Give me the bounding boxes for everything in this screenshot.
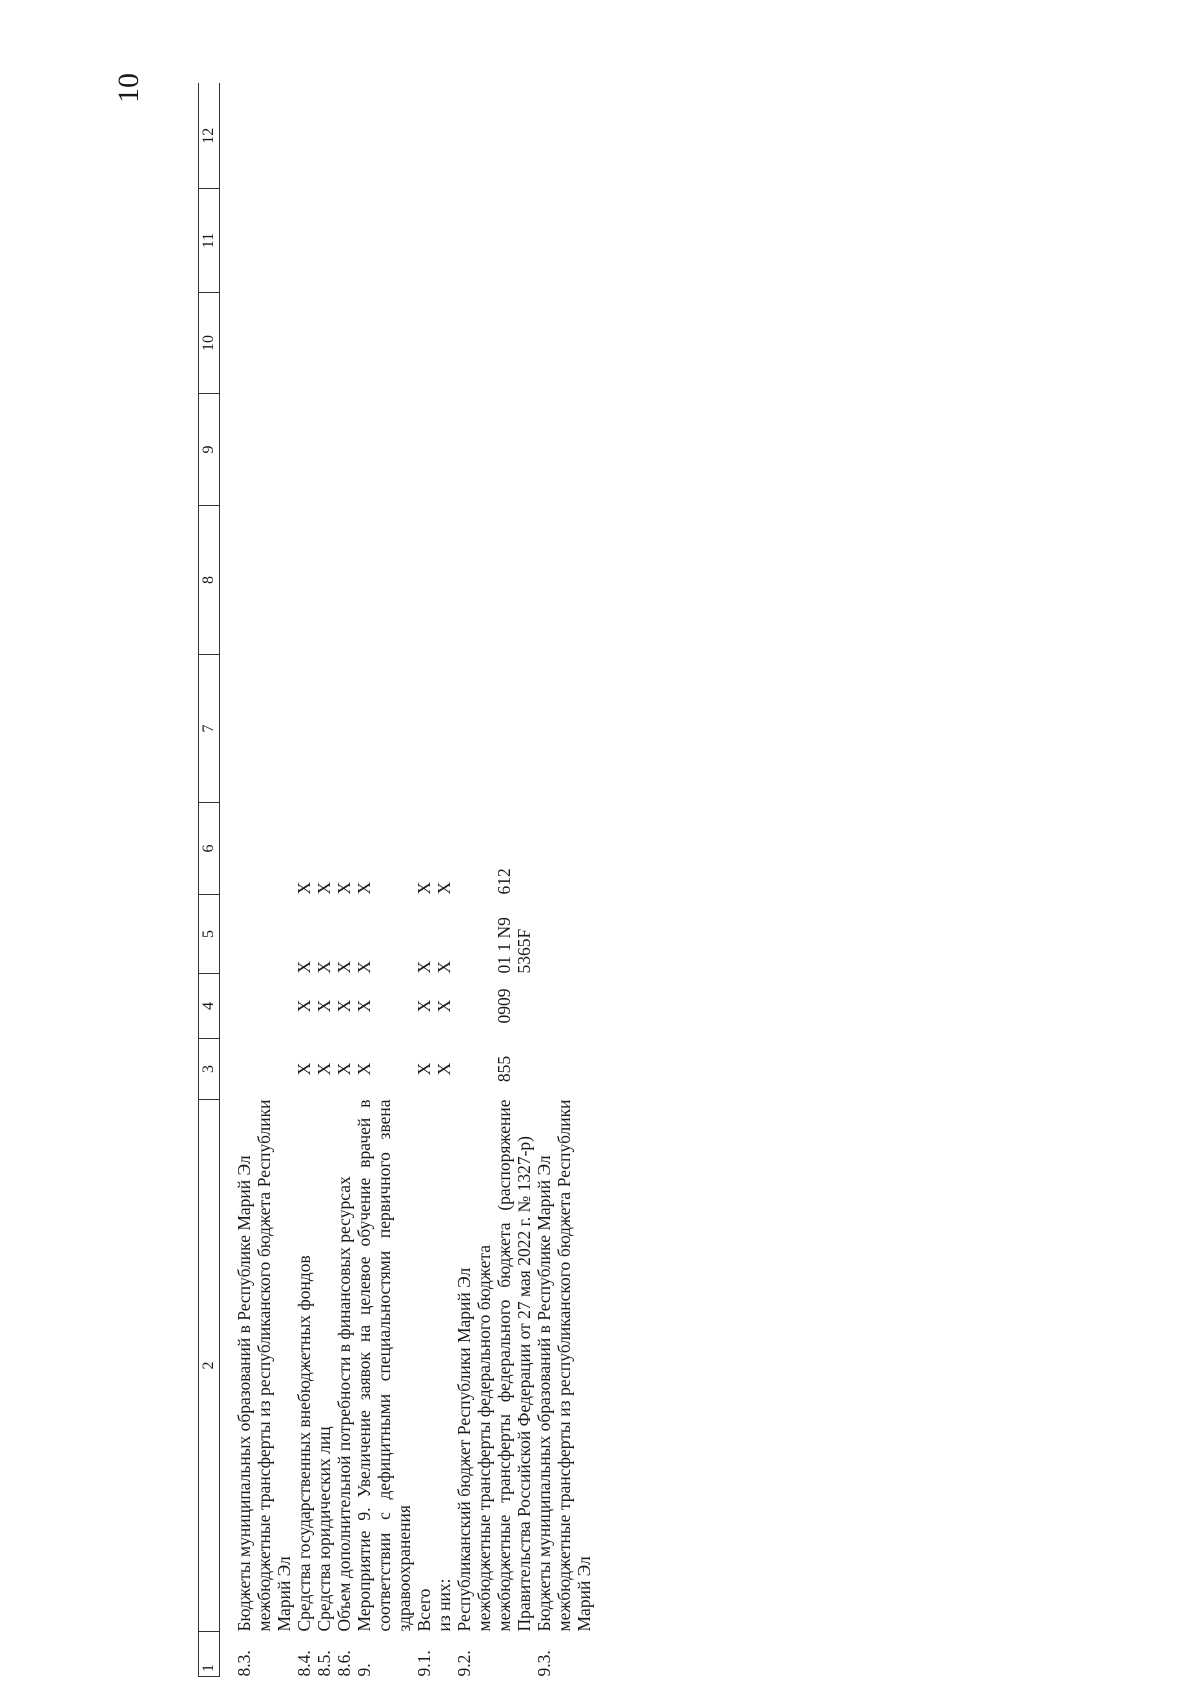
cell-col8 (220, 506, 255, 655)
row-description: межбюджетные трансферты федерального бюджета (распоряжение Правительства Российской Федерации от 27 мая 2022 г. № 1327-р) (494, 1099, 534, 1632)
cell-col7 (534, 655, 554, 803)
cell-col5: 01 1 N9 5365F (494, 917, 534, 974)
cell-col3: Х (434, 1062, 454, 1076)
cell-col6 (220, 803, 255, 895)
cell-col8 (294, 506, 314, 655)
cell-col7 (294, 655, 314, 803)
table-row (294, 84, 314, 1677)
cell-col7 (454, 655, 474, 803)
table-body (220, 84, 595, 1677)
cell-col11 (474, 189, 494, 293)
row-number: 8.4. (294, 1650, 314, 1677)
cell-col11 (554, 189, 594, 293)
cell-col9 (534, 394, 554, 506)
header-row (199, 84, 220, 1677)
cell-col9 (494, 394, 534, 506)
cell-col10 (314, 293, 334, 394)
cell-col12 (220, 84, 255, 189)
column-header-3: 3 (199, 1039, 220, 1100)
table-row (414, 84, 434, 1677)
cell-col7 (254, 655, 294, 803)
cell-col3 (474, 1039, 494, 1100)
cell-col8 (474, 506, 494, 655)
cell-col11 (314, 189, 334, 293)
cell-col12 (334, 84, 354, 189)
table-row (454, 84, 474, 1677)
cell-col6 (534, 803, 554, 895)
cell-col6 (554, 803, 594, 895)
budget-table-container (198, 84, 594, 1677)
cell-col5: Х (354, 960, 374, 974)
row-description: Бюджеты муниципальных образований в Республике Марий Эл (234, 1155, 254, 1632)
cell-col9 (334, 394, 354, 506)
cell-col10 (434, 293, 454, 394)
table-row (434, 84, 454, 1677)
cell-col11 (434, 189, 454, 293)
row-number (554, 1632, 594, 1677)
cell-col11 (254, 189, 294, 293)
cell-col8 (354, 506, 414, 655)
row-number: 8.3. (234, 1650, 254, 1677)
cell-col11 (534, 189, 554, 293)
cell-col4 (254, 974, 294, 1039)
column-header-8: 8 (199, 506, 220, 655)
row-number: 8.6. (334, 1650, 354, 1677)
cell-col8 (434, 506, 454, 655)
table-row (334, 84, 354, 1677)
cell-col3 (220, 1039, 255, 1100)
cell-col7 (354, 655, 414, 803)
row-description: Средства юридических лиц (314, 1426, 334, 1632)
cell-col6: Х (314, 881, 334, 895)
row-number (434, 1632, 454, 1677)
row-description: межбюджетные трансферты из республиканского бюджета Республики Марий Эл (254, 1099, 294, 1632)
cell-col4 (454, 974, 474, 1039)
cell-col9 (554, 394, 594, 506)
row-number: 9. (354, 1663, 374, 1677)
cell-col10 (474, 293, 494, 394)
cell-col11 (494, 189, 534, 293)
cell-col3: Х (334, 1062, 354, 1076)
cell-col11 (454, 189, 474, 293)
cell-col12 (494, 84, 534, 189)
cell-col12 (474, 84, 494, 189)
cell-col9 (434, 394, 454, 506)
cell-col12 (534, 84, 554, 189)
cell-col12 (454, 84, 474, 189)
cell-col4: Х (434, 999, 454, 1013)
row-number (254, 1632, 294, 1677)
column-header-2: 2 (199, 1100, 220, 1632)
cell-col10 (294, 293, 314, 394)
table-row (314, 84, 334, 1677)
cell-col10 (414, 293, 434, 394)
cell-col3: Х (414, 1062, 434, 1076)
cell-col3: 855 (494, 1055, 514, 1083)
cell-col12 (554, 84, 594, 189)
cell-col6: Х (434, 881, 454, 895)
cell-col8 (554, 506, 594, 655)
cell-col11 (220, 189, 255, 293)
cell-col7 (414, 655, 434, 803)
row-number (494, 1632, 534, 1677)
cell-col3: Х (314, 1062, 334, 1076)
cell-col5: Х (434, 960, 454, 974)
cell-col12 (294, 84, 314, 189)
column-header-10: 10 (199, 293, 220, 394)
cell-col3 (534, 1039, 554, 1100)
page-number: 10 (112, 73, 145, 103)
row-number: 9.1. (414, 1650, 434, 1677)
row-description: Мероприятие 9. Увеличение заявок на целевое обучение врачей в соответствии с дефицитными специальностями первичного звена здравоохранения (354, 1099, 414, 1632)
column-header-4: 4 (199, 974, 220, 1039)
cell-col8 (254, 506, 294, 655)
cell-col10 (220, 293, 255, 394)
cell-col11 (354, 189, 414, 293)
column-header-5: 5 (199, 895, 220, 974)
cell-col12 (354, 84, 414, 189)
cell-col4: Х (314, 999, 334, 1013)
row-description: межбюджетные трансферты из республиканского бюджета Республики Марий Эл (554, 1099, 594, 1632)
table-row (220, 84, 255, 1677)
cell-col5: Х (334, 960, 354, 974)
column-header-11: 11 (199, 189, 220, 293)
cell-col7 (494, 655, 534, 803)
cell-col7 (334, 655, 354, 803)
cell-col8 (334, 506, 354, 655)
cell-col6: Х (334, 881, 354, 895)
cell-col4 (474, 974, 494, 1039)
cell-col6: Х (354, 881, 374, 895)
cell-col6 (254, 803, 294, 895)
row-description: Республиканский бюджет Республики Марий Эл (454, 1267, 474, 1632)
cell-col5 (474, 895, 494, 974)
cell-col4: Х (414, 999, 434, 1013)
cell-col6 (474, 803, 494, 895)
cell-col8 (494, 506, 534, 655)
cell-col11 (294, 189, 314, 293)
row-number (474, 1632, 494, 1677)
cell-col10 (454, 293, 474, 394)
row-number: 9.3. (534, 1650, 554, 1677)
column-header-1: 1 (199, 1632, 220, 1677)
cell-col6: Х (414, 881, 434, 895)
cell-col6 (454, 803, 474, 895)
cell-col4 (220, 974, 255, 1039)
cell-col8 (314, 506, 334, 655)
cell-col5 (220, 895, 255, 974)
row-number: 9.2. (454, 1650, 474, 1677)
cell-col10 (354, 293, 414, 394)
cell-col7 (474, 655, 494, 803)
cell-col9 (414, 394, 434, 506)
budget-table (198, 84, 594, 1678)
cell-col7 (220, 655, 255, 803)
cell-col5 (254, 895, 294, 974)
cell-col11 (334, 189, 354, 293)
cell-col5: Х (314, 960, 334, 974)
table-header (199, 84, 220, 1677)
cell-col8 (454, 506, 474, 655)
row-description: из них: (434, 1578, 454, 1632)
cell-col12 (254, 84, 294, 189)
cell-col8 (414, 506, 434, 655)
table-row (254, 84, 294, 1677)
cell-col5 (454, 895, 474, 974)
table-row (534, 84, 554, 1677)
cell-col6: 612 (494, 868, 514, 895)
cell-col10 (254, 293, 294, 394)
cell-col8 (534, 506, 554, 655)
row-description: Бюджеты муниципальных образований в Республике Марий Эл (534, 1155, 554, 1632)
cell-col12 (414, 84, 434, 189)
cell-col10 (334, 293, 354, 394)
column-header-12: 12 (199, 84, 220, 189)
table-row (554, 84, 594, 1677)
cell-col11 (414, 189, 434, 293)
cell-col9 (474, 394, 494, 506)
cell-col7 (434, 655, 454, 803)
cell-col9 (454, 394, 474, 506)
cell-col9 (294, 394, 314, 506)
cell-col5 (534, 895, 554, 974)
cell-col4 (534, 974, 554, 1039)
cell-col4: 0909 (494, 988, 514, 1024)
table-row (494, 84, 534, 1677)
row-number: 8.5. (314, 1650, 334, 1677)
row-description: Средства государственных внебюджетных фондов (294, 1255, 314, 1632)
row-description: межбюджетные трансферты федерального бюджета (474, 1244, 494, 1632)
cell-col5: Х (294, 960, 314, 974)
cell-col3 (454, 1039, 474, 1100)
cell-col12 (314, 84, 334, 189)
table-row (354, 84, 414, 1677)
cell-col10 (494, 293, 534, 394)
cell-col4 (554, 974, 594, 1039)
cell-col9 (314, 394, 334, 506)
column-header-9: 9 (199, 394, 220, 506)
cell-col10 (534, 293, 554, 394)
cell-col3 (554, 1039, 594, 1100)
cell-col10 (554, 293, 594, 394)
column-header-7: 7 (199, 655, 220, 803)
cell-col5 (554, 895, 594, 974)
cell-col9 (354, 394, 414, 506)
row-description: Объем дополнительной потребности в финансовых ресурсах (334, 1176, 354, 1632)
cell-col3: Х (294, 1062, 314, 1076)
column-header-6: 6 (199, 803, 220, 895)
cell-col5: Х (414, 960, 434, 974)
cell-col9 (220, 394, 255, 506)
row-description: Всего (414, 1588, 434, 1632)
cell-col4: Х (354, 999, 374, 1013)
cell-col9 (254, 394, 294, 506)
cell-col4: Х (334, 999, 354, 1013)
cell-col3: Х (354, 1062, 374, 1076)
cell-col12 (434, 84, 454, 189)
table-row (474, 84, 494, 1677)
cell-col6: Х (294, 881, 314, 895)
cell-col7 (554, 655, 594, 803)
cell-col7 (314, 655, 334, 803)
cell-col3 (254, 1039, 294, 1100)
cell-col4: Х (294, 999, 314, 1013)
